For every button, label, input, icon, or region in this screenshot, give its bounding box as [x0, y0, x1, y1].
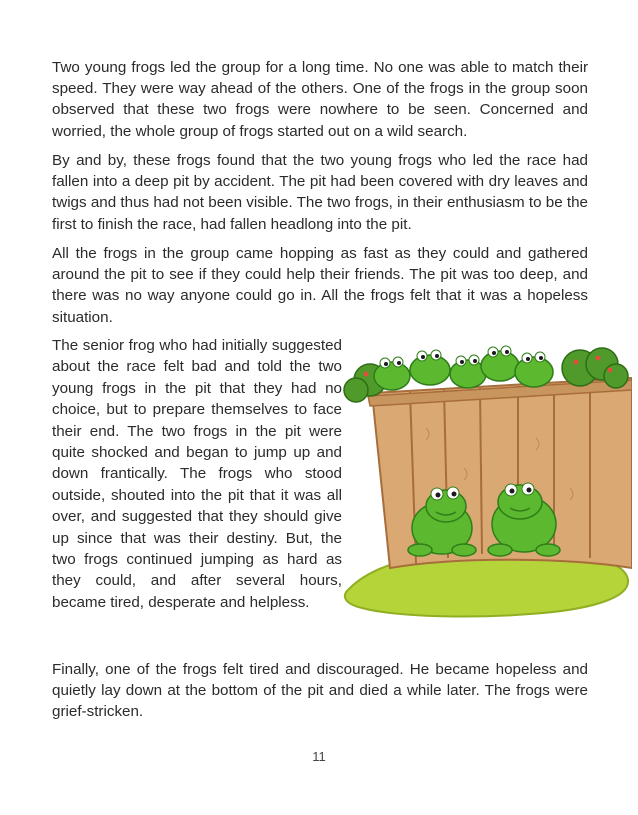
frogs-in-pit-illustration [340, 318, 632, 638]
page-number: 11 [312, 749, 326, 764]
story-paragraph-1: Two young frogs led the group for a long time. No one was able to match their speed. They were way ahead of the others. One of the frogs in the group soon observed that these two frogs were nowhere to be seen. Concerned and worried, the whole group of frogs started out on a wild search. [52, 59, 588, 140]
story-paragraph-5: Finally, one of the frogs felt tired and discouraged. He became hopeless and quietly lay down at the bottom of the pit and died a while later. The frogs were grief-stricken. [52, 661, 588, 721]
story-paragraph-2: By and by, these frogs found that the two young frogs who led the race had fallen into a deep pit by accident. The pit had been covered with dry leaves and twigs and thus had not been visible. The two frogs, in their enthusiasm to be the first to finish the race, had fallen headlong into the pit. [52, 152, 588, 233]
story-paragraph-3: All the frogs in the group came hopping as fast as they could and gathered around the pit to see if they could help their friends. The pit was too deep, and there was no way anyone could go in. All the frogs felt that it was a hopeless situation. [52, 245, 588, 326]
story-paragraph-4: The senior frog who had initially suggested about the race felt bad and told the two young frogs in the pit that they had no choice, but to prepare themselves to face their end. The two frogs in the pit were quite shocked and began to jump up and down frantically. The frogs who stood outside, shouted into the pit that it was all over, and suggested that they should give up since that was their destiny. But, the two frogs continued jumping as hard as they could, and after several hours, became tired, desperate and helpless. [52, 337, 342, 611]
